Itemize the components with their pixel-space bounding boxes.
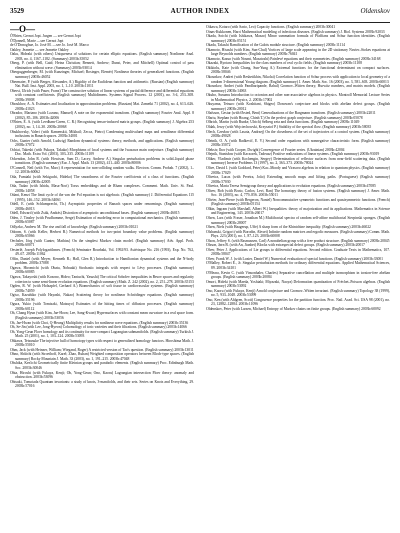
index-entry: Okamoto, Hisashi (with Kim, Sun-Chul) Vortices of large scale appearing in the 2D stationary Navier–Stokes equations at large Reynolds numbers. (English summary) 2003b:76041 <box>206 47 390 57</box>
section-letter: —O— <box>10 25 36 34</box>
index-entry: Ó'Brien, Gernot Jopt. Jurgen — see Gernot Jopt <box>10 34 81 39</box>
index-entry: Oikawa, Kotaro (with Sario, Leo) Capacity functions. (English summary) 2003b:30041 <box>206 25 336 29</box>
index-entry: Offin, Daniel (with Meyer, Kenneth R.; Hall, Glen R.) Introduction to Hamiltonian dynamical systems and the N-body problem. 2003b:37088 <box>10 256 194 266</box>
index-entry: Obukhovsky, Valeri (with Kamenskii, Mikhail; Zecca, Pietro) Condensing multivalued maps and semilinear differential inclusions in Banach spaces. 2003b:34001 <box>10 129 194 139</box>
index-entry: Olariu, Stephan (with Hoang, Chinh T.) On the perfect graph conjecture. (English summary) 2003b:05078 <box>206 115 363 120</box>
index-entry: Ogawa, Hiromichi (with Obata, Nobuaki) Stochastic integrals with respect to Lévy processes. (English summary) 2003b:60085 <box>10 265 194 275</box>
index-entry: Oaku, Hideaki (with others) Uniqueness of solutions for certain elliptic equations. (English summary) Nonlinear Anal. 2003, no. 4, 1167–1182. (Summary) 2003b:35052 <box>10 52 194 61</box>
index-entry: Ono, Kaoru (with Fukaya, Kenji) Arnold conjecture and Gromov–Witten invariant. (English summary) Topology 38 (1999), no. 5, 933–1048. 2003b:53099 <box>206 288 390 298</box>
index-entry: Ó'Donnell, Marie —see Gernot Jopt <box>10 38 64 43</box>
index-entry: Oden, J. Tinsley (with Prudhomme, Serge) Estimation of modeling error in computational mechanics. (English summary) 2003b:65087 <box>10 215 194 225</box>
index-entry: Olivier, Jean-Pierre (with Bergeron, Nantel) Noncommutative symmetric functions and quasisymmetric functions. (French) (English summary) 2003b:05154 <box>206 197 390 207</box>
index-entry: de Ó'Donoghue, Jo. José M. —see Jo. José M. Marco <box>10 43 89 48</box>
index-entry: O'Connell, Neil (with Yor, Marc) A representation for non-colliding random walks. Electron. Comm. Probab. 7 (2002), 1–12. 2003b:60062 <box>10 165 194 175</box>
page-header <box>10 6 390 23</box>
right-column <box>206 25 390 525</box>
index-entry: Ohta, Hiroshi (with Fukaya, Kenji; Oh, Yong-Geun; Ono, Kaoru) Lagrangian intersection Floer theory: anomaly and obstruction. 2003b:53096 <box>10 370 194 380</box>
index-entry: Okikiolu, Kate (with Chang, Sun-Yung A.) Extremal functions for the functional determinant on compact surfaces. 2003b:58046 <box>206 65 390 75</box>
index-entry: Oliver, Bob (with Broto, Carlos; Levi, Ran) The homotopy theory of fusion systems. (English summary) J. Amer. Math. Soc. 16 (2003), no. 4, 779–856. 2003b:55011 <box>206 188 390 198</box>
index-entry: Olafsson, Gestur (with Ørsted, Bent) Generalizations of the Bargmann transform. (English summary) 2003b:22011 <box>206 111 376 116</box>
index-entry: Oliker, Vladimir (with Kochengin, Sergey) Determination of reflector surfaces from near-field scattering data. (English summary) Inverse Problems 13 (1997), no. 2, 363–373. 2003b:78024 <box>206 156 390 166</box>
index-entry: Ohshika, Ken'ichi Geometrically finite Kleinian groups and parabolic elements. (English summary) Proc. Edinburgh Math. Soc. 2003b:30046 <box>10 361 194 370</box>
index-entry: Okada, Soichi (with Ishikawa, Masao) Minor summation formula of Pfaffians and Schur function identities. (English summary) 2003b:05151 <box>206 34 390 43</box>
left-entries <box>10 34 194 389</box>
index-entry: Obrador, Mariano (with Lozano, Manuel) A note on the exponential transform. (English summary) Fourier Anal. Appl. 8 (2002), 85–106. 2003b:42006 <box>10 111 194 120</box>
index-entry: Oliveira, Maria Teresa Semigroup theory and applications to evolution equations. (English summary) 2003b:47085 <box>206 184 376 189</box>
index-entry: Ohm, Jack (with Heinzer, William; Wiegand, Roger) A restricted version of Tao's question. (English summary) 2003b:13011 <box>10 347 194 352</box>
index-entry: Oh, Yong-Geun Floer homology and its continuity for non-compact Lagrangian submanifolds. (English summary) Turkish J. Math. 25 (2001), no. 1, 103–124. 2003b:53093 <box>10 329 194 339</box>
index-entry: Odani, Kenzi The limit cycle of the van der Pol equation is not algebraic. (English summary) J. Differential Equations 115 (1995), 146–152. 2003b:34061 <box>10 193 194 202</box>
index-entry: Olejnik, Stanisław (with Kaczorek, Tadeusz) Positive realizations of linear systems. (English summary) 2003b:93019 <box>206 152 380 157</box>
index-entry: Oberg, P. (with Bell, Gaid; Heinz Christian; Bennett, Andrew; Dunst, Peter, and Mitchell) Optimal control of pass elimination without wave. (Summary) 2003b:93014 <box>10 61 194 70</box>
page-number: 3529 <box>10 7 24 15</box>
index-entry: Odoom, S. (with Keller, Herbert B.) Numerical methods for two-point boundary value problems. (English summary) 2003b:65066 <box>10 229 194 239</box>
right-entries <box>206 25 390 311</box>
index-entry: Oechsler, Jörg (with Gunter, Mathias) On the simplest Markov chain model. (English summary) Adv. Appl. Prob. 2003b:60071 <box>10 238 194 248</box>
running-head: Oldenskov <box>360 7 390 15</box>
index-entry: Oldak, Jerzy (with Wojciechowski, Krzysztof P.) Stability of the spectral flow. (English summary) 2003b:58035 <box>206 125 372 130</box>
index-entry: Oh, Se-Jin (with Lee, Jong-Hyeon) Cohomology of toric varieties and their filtrations. (English summary) 2003b:14066 <box>10 325 187 330</box>
index-entry: Ogura, Yukio (with Tomisaki, Matsuyo) Estimates of the hitting times of diffusion processes. (English summary) 2003b:60112 <box>10 302 194 311</box>
index-entry: Olech, Czesław (with Lasota, Andrzej) On the closedness of the set of trajectories of a control system. (English summary) 2003b:49028 <box>206 129 390 139</box>
index-entry: Olsen, Niels (with Haagerup, Uffe) A sharp form of the Khintchine inequality. (English summary) 2003b:46022 <box>206 225 371 230</box>
index-entry: Olive, David I. (with Goddard, Peter) Kac–Moody and Virasoro algebras in relation to quantum physics. (English summary) 2003b:17029 <box>206 165 390 175</box>
index-entry: Olbrich, Martin (with Bunke, Ulrich) Selberg zeta and theta functions. (English summary) 2003b:11049 <box>206 120 360 125</box>
index-entry: Okamoto, Kazuo (with Noumi, Masatoshi) Painlevé equations and their symmetries. (English summary) 2003b:34168 <box>206 56 381 61</box>
section-letter-block <box>10 27 194 34</box>
index-entry: Ohtsuki, Tomotada Quantum invariants: a study of knots, 3-manifolds, and their sets. Series on Knots and Everything, 29. 2003b:57016 <box>10 379 194 389</box>
index-entry: Oh, Jae-Hwan (with Choi, Q-Heung) Multiplicity results for nonlinear wave equations. (English summary) 2003b:35136 <box>10 320 189 325</box>
index-entry: Oda, Tadao (with Ishida, Masa-Nori) Torus embeddings and de Rham complexes. Comment. Math. Univ. St. Paul. 2003b:14058 <box>10 184 194 193</box>
index-entry: Olver, Frank W. J. (with Lozier, Daniel W.) Numerical evaluation of special functions. (English summary) 2003b:33001 <box>206 256 383 261</box>
index-entry: Ohno, Shûichi (with Stroethoff, Karel; Zhao, Ruhan) Weighted composition operators between Bloch-type spaces. (English summary) Rocky Mountain J. Math. 33 (2003), no. 1, 191–215. 2003b:47048 <box>10 352 194 361</box>
index-entry: Okazaki, Ryotaro Inequalities for the class numbers of real cyclic fields. (English summary) 2003b:11108 <box>206 61 362 66</box>
index-entry: Oh, Chang Hyun (with Kim, Jae-Hoon; Lee, Sang-Kwan) Hypersurfaces with constant mean curvature in a real space form. (English summary) 2003b:53056 <box>10 311 194 320</box>
index-entry: Okounkov, Andrei (with Pandharipande, Rahul) Gromov–Witten theory, Hurwitz numbers, and matrix models. (English summary) 2003b:14063 <box>206 84 390 93</box>
index-entry: Olsen, Lars (with Fraser, Jonathan M.) Multifractal spectra of random self-affine multifractal Sierpinski sponges. (English summary) 2003b:28007 <box>206 215 390 225</box>
index-entry: Oberguggenberger, M. (with Kunzinger, Michael; Rosinger, Elemér) Nonlinear theories of generalized functions. (English summary) 2003b:46052 <box>10 70 194 79</box>
index-entry: Olver, Peter J. Applications of Lie groups to differential equations. Second edition. Graduate Texts in Mathematics, 107. 2003b:58047 <box>206 247 390 257</box>
index-entry: Okuyama, Tetsuro (with Koshitani, Shigeo) Donovan's conjecture and blocks with abelian defect groups. (English summary) 2003b:20012 <box>206 102 390 111</box>
index-entry: O'Malley, Robert E., Jr. Singular perturbation methods for ordinary differential equations. Applied Mathematical Sciences, 89. 2003b:34101 <box>206 261 390 270</box>
index-entry: Odlyzko, Andrew M. The rise and fall of knowledge. (English summary) 2003b:01021 <box>10 225 138 230</box>
index-entry: Omori, Hideki (with Maeda, Yoshiaki; Miyazaki, Naoya) Deformation quantization of Fréchet–Poisson algebras. (English summary) 2003b:53092 <box>206 279 390 289</box>
index-entry: Oboukhov, A. A. Estimates and localization in approximation problems. (Russian) Mat. Zametki 71 (2002), no. 4, 613–626. 2003b:41023 <box>10 102 194 111</box>
index-entry: Oinas-Kukkonen, Harri Mathematical modeling of infectious diseases. (English summary) J. Biol. Systems 2003b:92033 <box>206 29 385 34</box>
index-entry: Ockendon, John R. (with Howison, Sam D.; Lacey, Andrew A.) Singular perturbation problems in solid–liquid phase transitions. (English summary) Eur. J. Appl. Math. 13 (2002), 411–440. 2003b:80006 <box>10 156 194 166</box>
index-entry: Ohkawa, Tetsusuke The injective hull of homotopy types with respect to generalized homology functors. Hiroshima Math. J. 2003b:55010 <box>10 338 194 348</box>
index-entry: Oakley, Jeanette — see Jeanette Oakley <box>10 47 69 52</box>
index-entry: Ogden, R. W. (with Holzapfel, Gerhard A.) Biomechanics of soft tissue in cardiovascular systems. (English summary) 2003b:74059 <box>10 284 194 293</box>
index-entry: O'Meara, Kevin C. (with Vinsonhaler, Charles) Separative cancellation and multiple isomorphism in torsion-free abelian groups. (English summary) 2003b:20084 <box>206 270 390 280</box>
index-entry: Okada, Takashi Ramification of the Galois module structure. (English summary) 2003b:11114 <box>206 43 345 48</box>
left-column <box>10 25 194 525</box>
index-entry: Oleksiv, Ihor (with Cooper, Dwight) Convergence of Fourier series. (Ukrainian) 2003b:42004 <box>206 147 345 152</box>
index-entry: Odell, Edward (with Zsák, András) Distortion of asymptotic unconditional bases. (English summary) 2003b:46015 <box>10 211 180 216</box>
index-entry: Ogawa, Takayoshi (with Kozono, Hideo; Taniuchi, Yasushi) The critical Sobolev inequalities in Besov spaces and regularity criterion to some semi-linear evolution equations. (English summary) Math. Z. 242 (2002), no. 2, 251–278. 2003b:35153 <box>10 275 194 284</box>
index-entry: Ono, Ken (with Ahlgren, Scott) Congruence properties for the partition function. Proc. Natl. Acad. Sci. USA 98 (2001), no. 23, 12882–12884. 2003b:11096 <box>206 297 390 307</box>
index-entry: Ochs, Gunter (with Arnold, Ludwig) Random dynamical systems: theory, methods, and applications. (English summary) 2003b:37072 <box>10 138 194 148</box>
index-entry: Okounkov, Andrei (with Reshetikhin, Nikolai) Correlation function of Schur process with application to local geometry of a random 3-dimensional Young diagram. (English summary) J. Amer. Math. Soc. 16 (2003), no. 3, 581–603. 2003b:60013 <box>206 75 390 84</box>
index-entry: Ochiai, Takeshi (with Fukaya, Takako) Morphisms of local systems and the Iwasawa main conjecture. (English summary) Doc. Math. Extra Vol. (2003), 303–335. 2003b:11109 <box>10 147 194 157</box>
index-entry: Okubo, Susumu Introduction to octonion and other non-associative algebras in physics. Montroll Memorial Lecture Series in Mathematical Physics, 2. 2003b:17002 <box>206 93 390 102</box>
index-entry: Olson, Jeffrey S. (with Rasmussen, Carl) A nonabelian group with a free product structure. (English summary) 2003b:20045 <box>206 238 390 243</box>
index-entry: Oleinik, O. A. (with Radkevič, E. V.) Second order equations with nonnegative characteristic form. (English summary) 2003b:35072 <box>206 138 390 148</box>
index-entry: Olkin, Ingram (with Marshall, Albert W.) Inequalities: theory of majorization and its applications. Mathematics in Science and Engineering, 143. 2003b:26017 <box>206 206 390 216</box>
index-entry: Ogiso, Kazuhiko (with Hayashi, Nakao) Scattering theory for nonlinear Schrödinger equations. (English summary) 2003b:35196 <box>10 293 194 302</box>
index-entry: Oliveira, Lucas (with Pereira, João) Extending smooth maps and lifting paths. (Portuguese) (English summary) 2003b:57030 <box>206 175 390 184</box>
index-entry: Obermaier, P. (with Berger, Alexander, A.) Rigidity of the Euclidean function and arithmetic. (Russian) (English summary) Nat. Bull. Inst. Appl. 2003, no. 1, 1–10. 2003b:11011 <box>10 79 194 89</box>
index-entry: Odell, E. (with Schlumprecht, Th.) Asymptotic properties of Banach spaces under renormings. (English summary) 2003b:46013 <box>10 202 194 211</box>
index-entry: O'Brien, E. A. (with Leedham-Green, C. R.) Recognising tensor-induced matrix groups. (English summary) J. Algebra 253 (2002), no. 1, 14–30. 2003b:20068 <box>10 120 194 129</box>
index-entry: Oberst, Ulrich (with Pauer, Franz) The constructive solution of linear systems of partial difference and differential equations with constant coefficients. (English summary) Multidimens. Systems Signal Process. 12 (2001), no. 3-4, 253–308. 2003b:39008 <box>10 88 194 102</box>
index-entry: Oldenskov, Peter (with Larsen, Michael) Entropy of Markov chains on finite groups. (English summary) 2003b:60092 <box>206 306 381 311</box>
index-entry: Oda, Fumiaki (with Sekiguchi, Hideko) The smoothness of the Fourier coefficients of a class of functions. (English summary) 2003b:42005 <box>10 175 194 184</box>
index-entry: Olsson, Jørn B. (with An, Jianbei) Blocks with extraspecial defect groups. (English summary) 2003b:20017 <box>206 243 365 248</box>
index-entry: Oesterlé, Joseph Polylogarithmes. (French) Séminaire Bourbaki, Vol. 1992/93. Astérisque No. 216 (1993), Exp. No. 762, 49–67. 2003b:11062 <box>10 247 194 257</box>
section-title: AUTHOR INDEX <box>170 7 230 15</box>
index-entry: Olshanski, Grigori (with Borodin, Alexei) Infinite random matrices and ergodic measures. (English summary) Comm. Math. Phys. 223 (2001), no. 1, 87–123. 2003b:60008 <box>206 229 390 239</box>
